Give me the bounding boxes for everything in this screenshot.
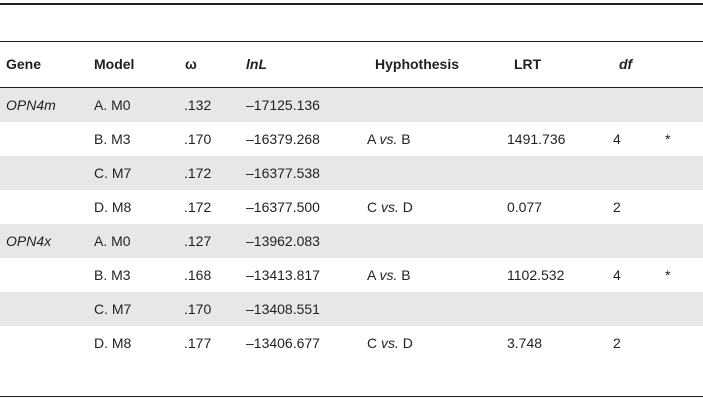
cell-hypothesis <box>367 258 507 292</box>
cell-omega: .170 <box>184 292 246 326</box>
cell-omega: .172 <box>184 199 212 215</box>
hypothesis-left: A <box>367 267 376 283</box>
table-row <box>0 190 703 224</box>
table-row <box>0 326 703 360</box>
table-header-row <box>0 42 703 87</box>
cell-df <box>613 292 665 326</box>
bottom-rule <box>0 396 703 397</box>
header-df: df <box>619 56 633 72</box>
cell-omega: .172 <box>184 156 246 190</box>
cell-lrt <box>507 156 613 190</box>
cell-significance <box>665 292 703 326</box>
header-model: Model <box>94 56 135 72</box>
cell-hypothesis <box>367 156 507 190</box>
results-table <box>0 88 703 360</box>
hypothesis-vs: vs. <box>381 199 399 215</box>
cell-gene <box>0 258 94 292</box>
table-row <box>0 258 703 292</box>
cell-lrt: 3.748 <box>507 335 543 351</box>
cell-hypothesis <box>367 190 507 224</box>
cell-gene <box>0 190 94 224</box>
table-row <box>0 122 703 156</box>
cell-lnl: –13408.551 <box>246 292 367 326</box>
cell-lnl: –17125.136 <box>246 88 367 122</box>
hypothesis-right: D <box>402 199 413 215</box>
header-lnl: lnL <box>246 56 267 72</box>
cell-lrt <box>507 224 613 258</box>
cell-omega: .132 <box>184 88 246 122</box>
header-lrt: LRT <box>514 56 542 72</box>
cell-lrt <box>507 88 613 122</box>
cell-df <box>613 88 665 122</box>
cell-gene: OPN4m <box>0 88 94 122</box>
cell-df: 2 <box>613 199 621 215</box>
header-omega: ω <box>185 56 197 72</box>
cell-model: A. M0 <box>94 224 184 258</box>
cell-model: B. M3 <box>94 131 131 147</box>
hypothesis-vs: vs. <box>381 335 399 351</box>
cell-significance <box>665 88 703 122</box>
cell-hypothesis <box>367 326 507 360</box>
cell-lnl: –13413.817 <box>246 267 320 283</box>
cell-lnl: –16379.268 <box>246 131 320 147</box>
cell-gene <box>0 156 94 190</box>
cell-df: 4 <box>613 267 621 283</box>
cell-lnl: –13962.083 <box>246 224 367 258</box>
cell-lnl: –16377.500 <box>246 199 320 215</box>
cell-gene <box>0 292 94 326</box>
table-row <box>0 224 703 258</box>
cell-model: C. M7 <box>94 156 184 190</box>
header-hypothesis: Hyphothesis <box>375 56 460 72</box>
table-row <box>0 292 703 326</box>
table-row <box>0 88 703 122</box>
cell-omega: .127 <box>184 224 246 258</box>
cell-omega: .168 <box>184 267 212 283</box>
hypothesis-right: B <box>401 267 411 283</box>
cell-df <box>613 224 665 258</box>
cell-significance <box>665 156 703 190</box>
cell-model: D. M8 <box>94 335 132 351</box>
hypothesis-vs: vs. <box>379 267 398 283</box>
top-rule <box>0 3 703 5</box>
cell-df: 2 <box>613 335 621 351</box>
cell-model: D. M8 <box>94 199 132 215</box>
table-row <box>0 156 703 190</box>
cell-significance <box>665 190 703 224</box>
cell-lrt: 1491.736 <box>507 131 566 147</box>
hypothesis-right: B <box>401 131 411 147</box>
cell-lnl: –13406.677 <box>246 335 320 351</box>
cell-significance <box>665 224 703 258</box>
cell-hypothesis <box>367 224 507 258</box>
cell-omega: .170 <box>184 131 212 147</box>
cell-gene <box>0 122 94 156</box>
cell-gene: OPN4x <box>0 224 94 258</box>
cell-model: A. M0 <box>94 88 184 122</box>
cell-lrt <box>507 292 613 326</box>
hypothesis-left: C <box>367 199 378 215</box>
cell-df: 4 <box>613 131 621 147</box>
cell-hypothesis <box>367 88 507 122</box>
cell-gene <box>0 326 94 360</box>
header-gene: Gene <box>6 56 42 72</box>
cell-significance: * <box>665 267 671 283</box>
hypothesis-right: D <box>402 335 413 351</box>
cell-lrt: 1102.532 <box>507 267 565 283</box>
cell-df <box>613 156 665 190</box>
cell-lrt: 0.077 <box>507 199 543 215</box>
hypothesis-vs: vs. <box>379 131 398 147</box>
cell-hypothesis <box>367 122 507 156</box>
cell-omega: .177 <box>184 335 212 351</box>
cell-lnl: –16377.538 <box>246 156 367 190</box>
cell-significance <box>665 326 703 360</box>
hypothesis-left: A <box>367 131 376 147</box>
cell-significance: * <box>665 131 671 147</box>
cell-model: B. M3 <box>94 267 131 283</box>
hypothesis-left: C <box>367 335 378 351</box>
cell-model: C. M7 <box>94 292 184 326</box>
cell-hypothesis <box>367 292 507 326</box>
